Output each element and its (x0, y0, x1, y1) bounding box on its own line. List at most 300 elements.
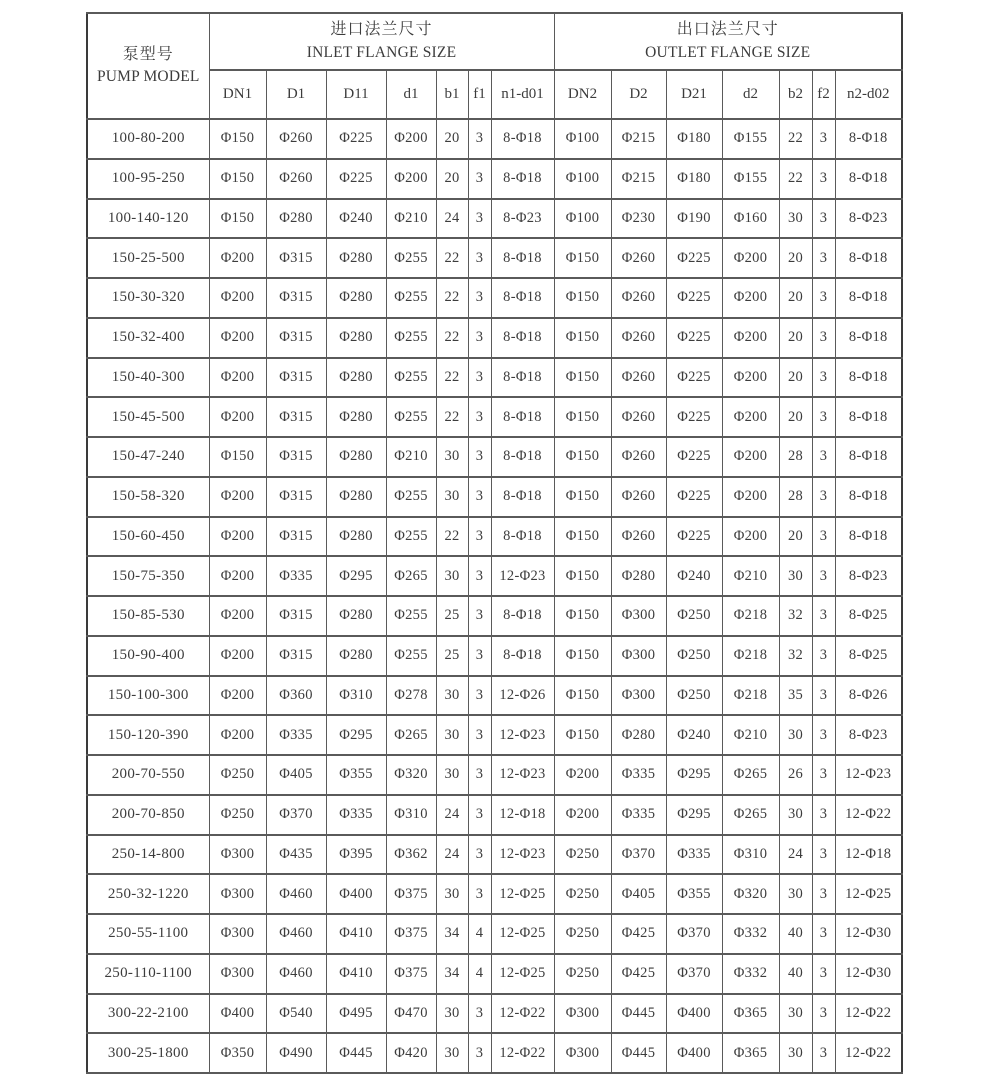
table-row (87, 874, 902, 914)
inlet-n1-d01-cell: 8-Φ18 (491, 318, 554, 358)
inlet-D1-cell: Φ435 (266, 835, 326, 875)
inlet-D1-cell: Φ460 (266, 914, 326, 954)
inlet-D11-cell: Φ295 (326, 715, 386, 755)
outlet-b2-cell: 30 (779, 715, 812, 755)
outlet-group-header-en: OUTLET FLANGE SIZE (645, 43, 811, 61)
inlet-D11-cell: Φ400 (326, 874, 386, 914)
col-header-n2-d02: n2-d02 (835, 70, 902, 119)
outlet-n2-d02-cell: 8-Φ18 (835, 159, 902, 199)
outlet-D2-cell: Φ215 (611, 119, 666, 159)
outlet-D2-cell: Φ215 (611, 159, 666, 199)
outlet-b2-cell: 20 (779, 238, 812, 278)
table-row (87, 437, 902, 477)
inlet-d1-cell: Φ255 (386, 397, 436, 437)
outlet-b2-cell: 20 (779, 318, 812, 358)
outlet-f2-cell: 3 (812, 715, 835, 755)
inlet-D1-cell: Φ405 (266, 755, 326, 795)
outlet-b2-cell: 20 (779, 517, 812, 557)
outlet-D21-cell: Φ225 (666, 358, 722, 398)
inlet-b1-cell: 24 (436, 795, 468, 835)
outlet-f2-cell: 3 (812, 238, 835, 278)
inlet-f1-cell: 3 (468, 636, 491, 676)
outlet-f2-cell: 3 (812, 517, 835, 557)
outlet-group-header (554, 13, 902, 70)
outlet-d2-cell: Φ365 (722, 994, 779, 1034)
table-row (87, 755, 902, 795)
inlet-f1-cell: 3 (468, 874, 491, 914)
inlet-d1-cell: Φ420 (386, 1033, 436, 1073)
outlet-D21-cell: Φ400 (666, 994, 722, 1034)
inlet-d1-cell: Φ255 (386, 318, 436, 358)
outlet-d2-cell: Φ218 (722, 636, 779, 676)
outlet-b2-cell: 22 (779, 159, 812, 199)
outlet-DN2-cell: Φ150 (554, 477, 611, 517)
inlet-b1-cell: 22 (436, 517, 468, 557)
inlet-f1-cell: 3 (468, 318, 491, 358)
outlet-D21-cell: Φ180 (666, 119, 722, 159)
inlet-f1-cell: 3 (468, 159, 491, 199)
outlet-d2-cell: Φ200 (722, 517, 779, 557)
outlet-n2-d02-cell: 12-Φ22 (835, 1033, 902, 1073)
inlet-n1-d01-cell: 12-Φ25 (491, 874, 554, 914)
inlet-d1-cell: Φ255 (386, 636, 436, 676)
table-row (87, 954, 902, 994)
outlet-D21-cell: Φ225 (666, 318, 722, 358)
outlet-D21-cell: Φ355 (666, 874, 722, 914)
outlet-f2-cell: 3 (812, 755, 835, 795)
outlet-d2-cell: Φ310 (722, 835, 779, 875)
pump-model-header-en: PUMP MODEL (96, 68, 200, 86)
inlet-D1-cell: Φ315 (266, 437, 326, 477)
outlet-DN2-cell: Φ100 (554, 199, 611, 239)
inlet-DN1-cell: Φ150 (209, 199, 266, 239)
pump-model-cell: 150-47-240 (87, 437, 209, 477)
inlet-D11-cell: Φ280 (326, 477, 386, 517)
inlet-DN1-cell: Φ250 (209, 755, 266, 795)
inlet-f1-cell: 3 (468, 199, 491, 239)
inlet-d1-cell: Φ265 (386, 715, 436, 755)
inlet-f1-cell: 3 (468, 556, 491, 596)
outlet-b2-cell: 40 (779, 954, 812, 994)
inlet-D11-cell: Φ280 (326, 238, 386, 278)
outlet-n2-d02-cell: 12-Φ30 (835, 954, 902, 994)
outlet-D2-cell: Φ445 (611, 1033, 666, 1073)
outlet-d2-cell: Φ200 (722, 278, 779, 318)
inlet-D1-cell: Φ460 (266, 954, 326, 994)
inlet-DN1-cell: Φ200 (209, 477, 266, 517)
outlet-D2-cell: Φ370 (611, 835, 666, 875)
table-row (87, 397, 902, 437)
outlet-n2-d02-cell: 8-Φ26 (835, 676, 902, 716)
outlet-n2-d02-cell: 8-Φ18 (835, 358, 902, 398)
outlet-b2-cell: 32 (779, 636, 812, 676)
outlet-n2-d02-cell: 8-Φ23 (835, 556, 902, 596)
outlet-D2-cell: Φ300 (611, 676, 666, 716)
outlet-D21-cell: Φ225 (666, 477, 722, 517)
inlet-n1-d01-cell: 12-Φ23 (491, 556, 554, 596)
outlet-DN2-cell: Φ150 (554, 556, 611, 596)
inlet-f1-cell: 4 (468, 914, 491, 954)
pump-model-cell: 150-75-350 (87, 556, 209, 596)
table-row (87, 318, 902, 358)
outlet-D21-cell: Φ190 (666, 199, 722, 239)
table-row (87, 199, 902, 239)
outlet-b2-cell: 20 (779, 278, 812, 318)
inlet-D1-cell: Φ540 (266, 994, 326, 1034)
outlet-d2-cell: Φ218 (722, 596, 779, 636)
inlet-d1-cell: Φ265 (386, 556, 436, 596)
outlet-d2-cell: Φ210 (722, 715, 779, 755)
outlet-n2-d02-cell: 12-Φ30 (835, 914, 902, 954)
outlet-DN2-cell: Φ150 (554, 596, 611, 636)
inlet-D1-cell: Φ315 (266, 397, 326, 437)
inlet-b1-cell: 24 (436, 835, 468, 875)
outlet-d2-cell: Φ200 (722, 477, 779, 517)
inlet-d1-cell: Φ320 (386, 755, 436, 795)
outlet-D21-cell: Φ240 (666, 556, 722, 596)
outlet-D2-cell: Φ405 (611, 874, 666, 914)
outlet-D21-cell: Φ370 (666, 954, 722, 994)
outlet-D2-cell: Φ300 (611, 596, 666, 636)
outlet-D2-cell: Φ260 (611, 318, 666, 358)
inlet-f1-cell: 3 (468, 795, 491, 835)
inlet-D1-cell: Φ315 (266, 477, 326, 517)
outlet-f2-cell: 3 (812, 914, 835, 954)
outlet-D2-cell: Φ260 (611, 358, 666, 398)
outlet-n2-d02-cell: 8-Φ18 (835, 119, 902, 159)
table-row (87, 517, 902, 557)
inlet-f1-cell: 3 (468, 477, 491, 517)
inlet-D11-cell: Φ310 (326, 676, 386, 716)
outlet-D21-cell: Φ225 (666, 397, 722, 437)
outlet-b2-cell: 28 (779, 477, 812, 517)
inlet-f1-cell: 3 (468, 1033, 491, 1073)
inlet-b1-cell: 22 (436, 278, 468, 318)
pump-model-cell: 250-55-1100 (87, 914, 209, 954)
outlet-n2-d02-cell: 12-Φ22 (835, 994, 902, 1034)
table-row (87, 119, 902, 159)
inlet-b1-cell: 25 (436, 596, 468, 636)
inlet-n1-d01-cell: 8-Φ23 (491, 199, 554, 239)
outlet-DN2-cell: Φ250 (554, 874, 611, 914)
outlet-n2-d02-cell: 12-Φ22 (835, 795, 902, 835)
outlet-d2-cell: Φ265 (722, 795, 779, 835)
inlet-D11-cell: Φ280 (326, 517, 386, 557)
outlet-D2-cell: Φ280 (611, 556, 666, 596)
inlet-D11-cell: Φ280 (326, 636, 386, 676)
outlet-b2-cell: 20 (779, 358, 812, 398)
outlet-DN2-cell: Φ250 (554, 835, 611, 875)
inlet-DN1-cell: Φ200 (209, 238, 266, 278)
outlet-D21-cell: Φ370 (666, 914, 722, 954)
pump-model-cell: 250-32-1220 (87, 874, 209, 914)
outlet-D2-cell: Φ230 (611, 199, 666, 239)
inlet-DN1-cell: Φ250 (209, 795, 266, 835)
inlet-d1-cell: Φ255 (386, 596, 436, 636)
table-row (87, 676, 902, 716)
outlet-f2-cell: 3 (812, 874, 835, 914)
outlet-DN2-cell: Φ150 (554, 238, 611, 278)
outlet-n2-d02-cell: 8-Φ18 (835, 397, 902, 437)
outlet-n2-d02-cell: 8-Φ18 (835, 238, 902, 278)
outlet-D2-cell: Φ260 (611, 238, 666, 278)
inlet-D1-cell: Φ315 (266, 318, 326, 358)
inlet-d1-cell: Φ375 (386, 914, 436, 954)
outlet-b2-cell: 30 (779, 556, 812, 596)
outlet-d2-cell: Φ200 (722, 397, 779, 437)
table-row (87, 358, 902, 398)
inlet-n1-d01-cell: 12-Φ22 (491, 994, 554, 1034)
outlet-b2-cell: 30 (779, 994, 812, 1034)
table-row (87, 914, 902, 954)
outlet-DN2-cell: Φ300 (554, 994, 611, 1034)
inlet-d1-cell: Φ255 (386, 278, 436, 318)
inlet-DN1-cell: Φ200 (209, 715, 266, 755)
inlet-b1-cell: 30 (436, 556, 468, 596)
outlet-f2-cell: 3 (812, 835, 835, 875)
pump-model-cell: 100-140-120 (87, 199, 209, 239)
outlet-b2-cell: 20 (779, 397, 812, 437)
pump-model-cell: 250-14-800 (87, 835, 209, 875)
inlet-d1-cell: Φ255 (386, 477, 436, 517)
outlet-n2-d02-cell: 8-Φ18 (835, 318, 902, 358)
outlet-d2-cell: Φ160 (722, 199, 779, 239)
inlet-f1-cell: 3 (468, 994, 491, 1034)
col-header-n1-d01: n1-d01 (491, 70, 554, 119)
inlet-D11-cell: Φ280 (326, 397, 386, 437)
pump-model-cell: 150-40-300 (87, 358, 209, 398)
inlet-f1-cell: 3 (468, 238, 491, 278)
inlet-b1-cell: 30 (436, 874, 468, 914)
outlet-b2-cell: 30 (779, 795, 812, 835)
outlet-DN2-cell: Φ100 (554, 159, 611, 199)
outlet-DN2-cell: Φ150 (554, 715, 611, 755)
outlet-n2-d02-cell: 8-Φ18 (835, 437, 902, 477)
outlet-d2-cell: Φ200 (722, 238, 779, 278)
outlet-D21-cell: Φ250 (666, 676, 722, 716)
inlet-DN1-cell: Φ200 (209, 676, 266, 716)
inlet-D11-cell: Φ240 (326, 199, 386, 239)
outlet-f2-cell: 3 (812, 199, 835, 239)
outlet-D21-cell: Φ225 (666, 238, 722, 278)
inlet-DN1-cell: Φ300 (209, 874, 266, 914)
outlet-b2-cell: 22 (779, 119, 812, 159)
inlet-b1-cell: 30 (436, 994, 468, 1034)
outlet-d2-cell: Φ210 (722, 556, 779, 596)
outlet-DN2-cell: Φ250 (554, 954, 611, 994)
col-header-D1: D1 (266, 70, 326, 119)
inlet-D11-cell: Φ410 (326, 954, 386, 994)
pump-model-cell: 250-110-1100 (87, 954, 209, 994)
col-header-d2: d2 (722, 70, 779, 119)
outlet-d2-cell: Φ200 (722, 318, 779, 358)
inlet-f1-cell: 3 (468, 676, 491, 716)
inlet-n1-d01-cell: 12-Φ23 (491, 715, 554, 755)
inlet-f1-cell: 3 (468, 715, 491, 755)
inlet-group-header (209, 13, 554, 70)
outlet-D21-cell: Φ240 (666, 715, 722, 755)
outlet-d2-cell: Φ265 (722, 755, 779, 795)
table-row (87, 596, 902, 636)
outlet-d2-cell: Φ155 (722, 159, 779, 199)
outlet-f2-cell: 3 (812, 318, 835, 358)
outlet-d2-cell: Φ155 (722, 119, 779, 159)
inlet-DN1-cell: Φ200 (209, 636, 266, 676)
outlet-n2-d02-cell: 12-Φ23 (835, 755, 902, 795)
outlet-DN2-cell: Φ150 (554, 318, 611, 358)
outlet-n2-d02-cell: 8-Φ18 (835, 517, 902, 557)
inlet-n1-d01-cell: 8-Φ18 (491, 397, 554, 437)
inlet-d1-cell: Φ470 (386, 994, 436, 1034)
outlet-D21-cell: Φ295 (666, 795, 722, 835)
inlet-n1-d01-cell: 8-Φ18 (491, 477, 554, 517)
inlet-b1-cell: 34 (436, 954, 468, 994)
inlet-n1-d01-cell: 8-Φ18 (491, 636, 554, 676)
inlet-d1-cell: Φ310 (386, 795, 436, 835)
pump-model-cell: 300-22-2100 (87, 994, 209, 1034)
outlet-b2-cell: 35 (779, 676, 812, 716)
outlet-n2-d02-cell: 8-Φ25 (835, 636, 902, 676)
inlet-DN1-cell: Φ200 (209, 517, 266, 557)
outlet-d2-cell: Φ332 (722, 914, 779, 954)
inlet-n1-d01-cell: 8-Φ18 (491, 119, 554, 159)
outlet-f2-cell: 3 (812, 397, 835, 437)
inlet-n1-d01-cell: 8-Φ18 (491, 596, 554, 636)
outlet-D21-cell: Φ250 (666, 596, 722, 636)
table-row (87, 636, 902, 676)
outlet-D21-cell: Φ250 (666, 636, 722, 676)
inlet-DN1-cell: Φ150 (209, 119, 266, 159)
inlet-b1-cell: 20 (436, 119, 468, 159)
inlet-DN1-cell: Φ200 (209, 358, 266, 398)
col-header-b2: b2 (779, 70, 812, 119)
pump-model-cell: 100-95-250 (87, 159, 209, 199)
col-header-d1: d1 (386, 70, 436, 119)
outlet-DN2-cell: Φ200 (554, 755, 611, 795)
inlet-D1-cell: Φ460 (266, 874, 326, 914)
inlet-d1-cell: Φ278 (386, 676, 436, 716)
table-row (87, 795, 902, 835)
inlet-D1-cell: Φ315 (266, 636, 326, 676)
outlet-d2-cell: Φ200 (722, 437, 779, 477)
inlet-d1-cell: Φ200 (386, 119, 436, 159)
inlet-DN1-cell: Φ200 (209, 318, 266, 358)
outlet-D2-cell: Φ260 (611, 517, 666, 557)
inlet-D11-cell: Φ225 (326, 159, 386, 199)
inlet-f1-cell: 3 (468, 755, 491, 795)
inlet-n1-d01-cell: 8-Φ18 (491, 358, 554, 398)
outlet-D2-cell: Φ280 (611, 715, 666, 755)
inlet-DN1-cell: Φ150 (209, 159, 266, 199)
inlet-n1-d01-cell: 12-Φ18 (491, 795, 554, 835)
outlet-f2-cell: 3 (812, 676, 835, 716)
inlet-DN1-cell: Φ150 (209, 437, 266, 477)
outlet-group-header-zh: 出口法兰尺寸 (676, 21, 779, 39)
pump-model-cell: 150-45-500 (87, 397, 209, 437)
pump-model-cell: 100-80-200 (87, 119, 209, 159)
inlet-D11-cell: Φ280 (326, 318, 386, 358)
inlet-DN1-cell: Φ300 (209, 954, 266, 994)
inlet-DN1-cell: Φ400 (209, 994, 266, 1034)
inlet-b1-cell: 30 (436, 715, 468, 755)
inlet-f1-cell: 3 (468, 437, 491, 477)
inlet-f1-cell: 3 (468, 835, 491, 875)
inlet-d1-cell: Φ375 (386, 954, 436, 994)
outlet-D21-cell: Φ180 (666, 159, 722, 199)
outlet-DN2-cell: Φ150 (554, 358, 611, 398)
outlet-d2-cell: Φ365 (722, 1033, 779, 1073)
inlet-n1-d01-cell: 12-Φ26 (491, 676, 554, 716)
outlet-n2-d02-cell: 8-Φ23 (835, 199, 902, 239)
inlet-f1-cell: 3 (468, 358, 491, 398)
inlet-D11-cell: Φ410 (326, 914, 386, 954)
outlet-D21-cell: Φ225 (666, 437, 722, 477)
inlet-n1-d01-cell: 12-Φ25 (491, 954, 554, 994)
pump-flange-size-table (86, 12, 903, 1074)
inlet-d1-cell: Φ200 (386, 159, 436, 199)
outlet-n2-d02-cell: 12-Φ18 (835, 835, 902, 875)
inlet-b1-cell: 22 (436, 397, 468, 437)
inlet-D1-cell: Φ335 (266, 715, 326, 755)
inlet-b1-cell: 30 (436, 1033, 468, 1073)
outlet-n2-d02-cell: 8-Φ18 (835, 477, 902, 517)
outlet-f2-cell: 3 (812, 437, 835, 477)
outlet-f2-cell: 3 (812, 636, 835, 676)
inlet-n1-d01-cell: 12-Φ23 (491, 835, 554, 875)
outlet-d2-cell: Φ200 (722, 358, 779, 398)
pump-model-cell: 150-58-320 (87, 477, 209, 517)
outlet-d2-cell: Φ332 (722, 954, 779, 994)
outlet-D21-cell: Φ335 (666, 835, 722, 875)
outlet-D2-cell: Φ425 (611, 914, 666, 954)
inlet-n1-d01-cell: 8-Φ18 (491, 159, 554, 199)
table-row (87, 835, 902, 875)
outlet-DN2-cell: Φ150 (554, 278, 611, 318)
inlet-D1-cell: Φ315 (266, 238, 326, 278)
outlet-n2-d02-cell: 8-Φ25 (835, 596, 902, 636)
inlet-D11-cell: Φ395 (326, 835, 386, 875)
inlet-D11-cell: Φ225 (326, 119, 386, 159)
inlet-DN1-cell: Φ200 (209, 397, 266, 437)
inlet-DN1-cell: Φ300 (209, 914, 266, 954)
outlet-DN2-cell: Φ300 (554, 1033, 611, 1073)
inlet-b1-cell: 30 (436, 676, 468, 716)
inlet-b1-cell: 22 (436, 318, 468, 358)
inlet-D11-cell: Φ445 (326, 1033, 386, 1073)
inlet-group-header-en: INLET FLANGE SIZE (306, 43, 457, 61)
table-row (87, 159, 902, 199)
inlet-D1-cell: Φ360 (266, 676, 326, 716)
inlet-DN1-cell: Φ200 (209, 278, 266, 318)
inlet-d1-cell: Φ375 (386, 874, 436, 914)
inlet-D1-cell: Φ315 (266, 278, 326, 318)
inlet-n1-d01-cell: 12-Φ22 (491, 1033, 554, 1073)
outlet-DN2-cell: Φ150 (554, 636, 611, 676)
table-row (87, 715, 902, 755)
inlet-D1-cell: Φ315 (266, 517, 326, 557)
inlet-D1-cell: Φ260 (266, 119, 326, 159)
inlet-b1-cell: 30 (436, 477, 468, 517)
inlet-n1-d01-cell: 8-Φ18 (491, 517, 554, 557)
outlet-DN2-cell: Φ200 (554, 795, 611, 835)
group-header-row (87, 13, 902, 70)
pump-model-cell: 150-30-320 (87, 278, 209, 318)
col-header-DN2: DN2 (554, 70, 611, 119)
outlet-DN2-cell: Φ150 (554, 437, 611, 477)
inlet-D1-cell: Φ370 (266, 795, 326, 835)
inlet-b1-cell: 25 (436, 636, 468, 676)
table-row (87, 1033, 902, 1073)
